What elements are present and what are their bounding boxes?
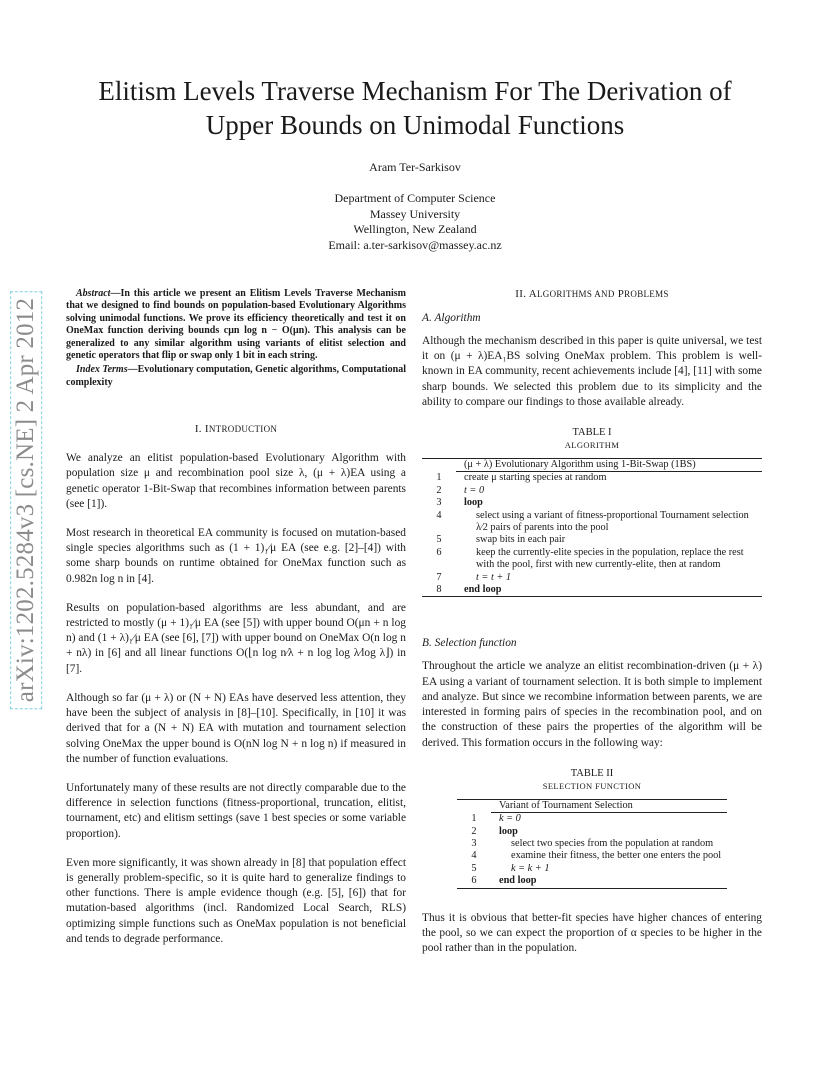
table-1 [422, 458, 762, 597]
line-text: t = 0 [464, 484, 485, 496]
table-row [457, 863, 727, 875]
line-text: create μ starting species at random [464, 472, 607, 484]
table-2-title: SELECTION FUNCTION [542, 780, 642, 791]
table-2 [457, 799, 727, 889]
line-number [422, 559, 456, 571]
affiliation-university: Massey University [369, 206, 461, 221]
intro-paragraph-5: Unfortunately many of these results are not directly comparable due to the difference in selection functions (fitness-proportional, truncation, elitist, tournament, etc) and elitism settings (save 1 best species or some variable proportion). [66, 781, 406, 840]
section-2-rest-a: LGORITHMS AND [536, 289, 615, 299]
section-2-initial-a: A [528, 288, 537, 300]
line-number: 4 [436, 509, 442, 521]
line-number: 6 [436, 546, 442, 558]
table-2-caption [422, 767, 762, 793]
section-2-rest-b: ROBLEMS [624, 289, 669, 299]
table-row [422, 497, 762, 509]
section-2-number: II. [515, 288, 527, 300]
table-row [422, 572, 762, 584]
section-1-number: I. [194, 423, 202, 436]
line-number: 5 [471, 862, 477, 874]
line-number: 7 [436, 571, 442, 583]
index-terms-label: Index Terms [76, 364, 128, 376]
title-line-2: Upper Bounds on Unimodal Functions [205, 110, 625, 140]
table-row [457, 850, 727, 862]
line-number: 4 [471, 850, 477, 862]
line-number: 6 [471, 875, 477, 887]
line-text: k = k + 1 [511, 862, 550, 874]
line-number: 3 [471, 837, 477, 849]
subsection-b-text: Throughout the article we analyze an elitist recombination-driven (μ + λ) EA using a variant of tournament selection. It is both simple to implement and analyze. But since we recombine information between parents, we are interested in forming pairs of species in the recombination pool, and on the construction of these pairs the properties of the algorithm will be derived. This formation occurs in the following way: [422, 660, 762, 749]
intro-paragraph-3: Results on population-based algorithms are less abundant, and are restricted to mostly (μ + 1)₁⁄μ EA (see [5]) with upper bound O(μn + n log n) and (1 + λ)₁⁄μ EA (see [6], [7]) with upper bound on OneMax O(n log n + nλ) in [6] and all linear functions O(⌊n log n⁄λ + n log log λ⁄log λ⌋) in [7]. [66, 601, 406, 675]
table-row [422, 522, 762, 534]
line-text: end loop [499, 875, 537, 887]
section-1-rest: NTRODUCTION [208, 424, 278, 435]
introduction-body [66, 451, 406, 947]
line-number [422, 522, 456, 534]
table-1-header-blank [422, 459, 456, 472]
line-number: 8 [436, 584, 442, 596]
line-text: examine their fitness, the better one enters the pool [511, 850, 722, 862]
table-row [422, 547, 762, 559]
line-text: end loop [464, 584, 502, 596]
line-text: t = t + 1 [476, 571, 512, 583]
author-name: Aram Ter-Sarkisov [369, 160, 461, 174]
intro-paragraph-2: Most research in theoretical EA community is focused on mutation-based single species algorithms such as (1 + 1)₁⁄μ EA (see e.g. [2]–[4]) with some sharp bounds on runtime obtained for OneMax function such as 0.982n log n in [4]. [66, 527, 406, 585]
closing-paragraph: Thus it is obvious that better-fit species have higher chances of entering the pool, so we can expect the proportion of α species to be higher in the pool rather than in the population. [422, 911, 762, 954]
section-1-heading [66, 423, 406, 435]
table-row [457, 875, 727, 888]
intro-paragraph-6: Even more significantly, it was shown already in [8] that population effect is generally problem-specific, so it is quite hard to generalize findings to other functions. There is ample evidence though (e.g. [5], [6]) that for mutation-based algorithms (incl. Randomized Local Search, RLS) optimizing simple functions such as OneMax population is not beneficial and tends to degrade performance. [66, 856, 406, 945]
line-text: with the pool, first with new currently-elite, then at random [476, 559, 721, 571]
table-row [457, 838, 727, 850]
line-number: 2 [436, 484, 442, 496]
table-2-header: Variant of Tournament Selection [491, 799, 727, 812]
right-column [422, 288, 762, 956]
arxiv-side-stamp [6, 265, 46, 735]
subsection-b-heading: B. Selection function [422, 637, 517, 650]
index-terms [66, 364, 406, 389]
line-text: select two species from the population at random [511, 837, 714, 849]
left-column [66, 288, 406, 961]
table-row [422, 534, 762, 546]
index-terms-text: —Evolutionary computation, Genetic algorithms, Computational complexity [66, 364, 406, 388]
line-number: 1 [471, 812, 477, 824]
table-1-title: ALGORITHM [564, 440, 620, 451]
table-row [422, 584, 762, 597]
affiliation-email: Email: a.ter-sarkisov@massey.ac.nz [328, 237, 502, 252]
section-2-initial-b: P [617, 288, 625, 300]
table-row [422, 510, 762, 522]
intro-paragraph-4: Although so far (μ + λ) or (N + N) EAs have deserved less attention, they have been the subject of analysis in [8]–[10]. Specifically, in [10] it was derived that for a (N + N) EA with mutation and tournament selection solving OneMax the upper bound is O(nN log N + n log n) if measured in the number of function evaluations. [66, 691, 406, 765]
line-text: keep the currently-elite species in the population, replace the rest [476, 546, 744, 558]
table-1-header-row [422, 459, 762, 472]
line-text: loop [464, 497, 483, 509]
line-number: 2 [471, 825, 477, 837]
table-2-header-row [457, 799, 727, 812]
affiliation-city: Wellington, New Zealand [353, 222, 477, 236]
line-text: loop [499, 825, 518, 837]
line-number: 5 [436, 534, 442, 546]
paper-title [60, 74, 770, 142]
subsection-a-text: Although the mechanism described in this paper is quite universal, we test it on (μ + λ)EA₁BS solving OneMax problem. This problem is well-known in EA community, recent achievements include [4], [11] with some sharp bounds. We selected this problem due to its simplicity and the ability to compare our findings to those available already. [422, 335, 762, 408]
line-text: k = 0 [499, 813, 521, 825]
abstract [66, 288, 406, 362]
table-1-label: TABLE I [572, 427, 612, 439]
affiliation-block [60, 191, 770, 253]
abstract-text: —In this article we present an Elitism Levels Traverse Mechanism that we designed to find bounds on population-based Evolutionary Algorithms solving unimodal functions. We prove its efficiency theoretically and test it on OneMax function deriving bounds cμn log n − O(μn). This analysis can be generalized to any similar algorithm using variants of elitist selection and genetic operators that flip or swap only 1 bit in each string. [66, 288, 406, 362]
table-row [457, 813, 727, 826]
title-line-1: Elitism Levels Traverse Mechanism For The Derivation of [98, 76, 732, 106]
line-text: swap bits in each pair [476, 534, 566, 546]
table-1-caption [422, 426, 762, 452]
line-text: select using a variant of fitness-proportional Tournament selection [476, 509, 749, 521]
abstract-label: Abstract [76, 288, 111, 299]
table-row [457, 826, 727, 838]
line-number: 1 [436, 471, 442, 483]
affiliation-department: Department of Computer Science [334, 191, 496, 205]
section-1-initial: I [204, 423, 209, 436]
table-row [422, 472, 762, 485]
table-row [422, 485, 762, 497]
table-2-header-blank [457, 799, 491, 812]
subsection-a-heading: A. Algorithm [422, 312, 481, 324]
table-2-label: TABLE II [570, 767, 614, 779]
table-row [422, 559, 762, 571]
line-number: 3 [436, 497, 442, 509]
line-text: λ⁄2 pairs of parents into the pool [476, 522, 609, 534]
arxiv-identifier: arXiv:1202.5284v3 [cs.NE] 2 Apr 2012 [10, 291, 42, 709]
intro-paragraph-1: We analyze an elitist population-based Evolutionary Algorithm with population size μ and recombination pool size λ, (μ + λ)EA using a genetic operator 1-Bit-Swap that recombines information between parents (see [1]). [66, 452, 406, 510]
section-2-heading [422, 288, 762, 300]
table-1-header: (μ + λ) Evolutionary Algorithm using 1-Bit-Swap (1BS) [456, 459, 762, 472]
